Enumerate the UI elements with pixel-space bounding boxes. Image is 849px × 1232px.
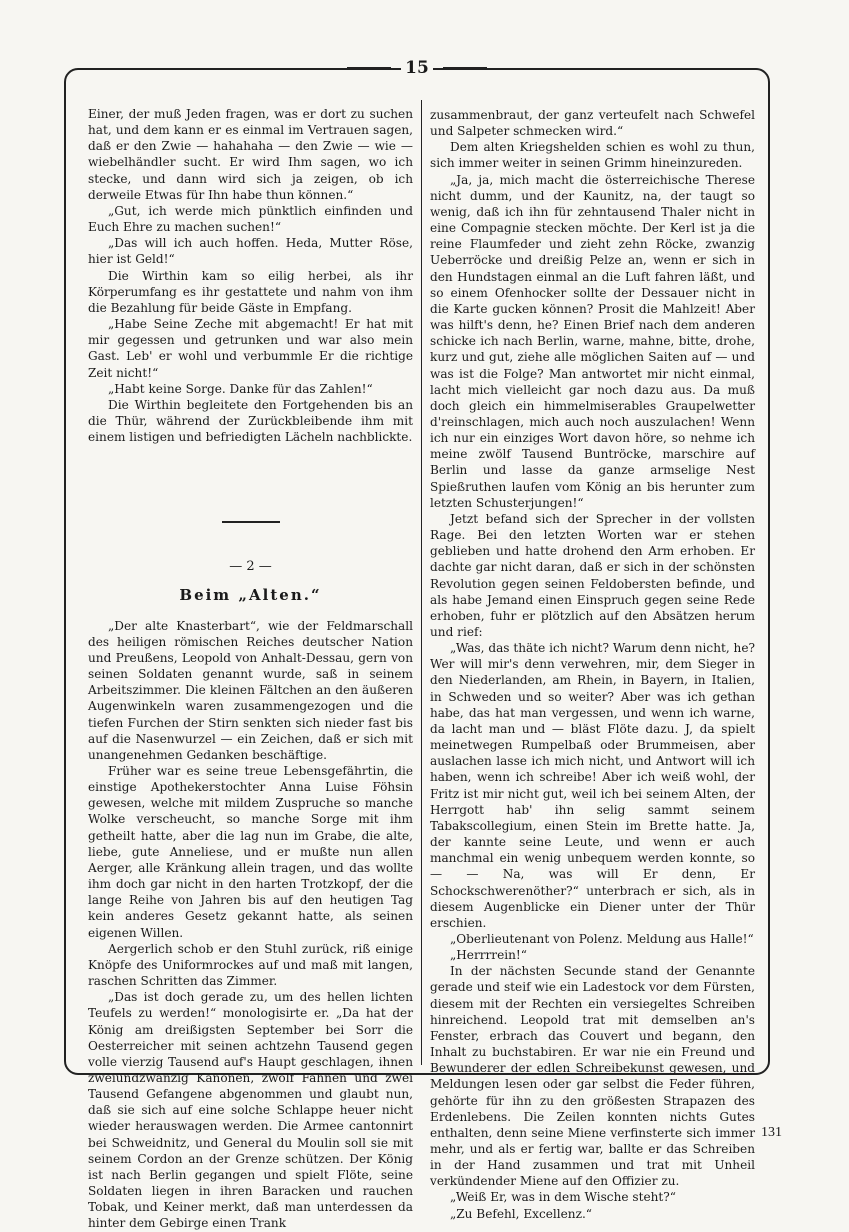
- paragraph: Die Wirthin kam so eilig herbei, als ihr Körperumfang es ihr gestattete und nahm von ihm die Bezahlung für beide Gäste in Empfang.: [88, 268, 413, 315]
- page-header: [66, 58, 768, 78]
- folio-number: 131: [761, 1125, 782, 1140]
- left-column: [88, 106, 413, 1232]
- chapter-number: — 2 —: [229, 559, 272, 575]
- paragraph: „Weiß Er, was in dem Wische steht?“: [450, 1190, 676, 1205]
- header-rule-right: [443, 67, 487, 69]
- paragraph: „Herrrrein!“: [450, 948, 527, 963]
- paragraph: „Was, das thäte ich nicht? Warum denn nicht, he? Wer will mir's denn verwehren, mir, dem Sieger in den Niederlanden, am Rhein, in Bayern, in Italien, in Schweden und so weiter? Aber was ich gethan habe, das hat man vergessen, und wenn ich warne, da lacht man und — bläst Flöte dazu. J, da spielt meinetwegen Rumpelbaß oder Brummeisen, aber auslachen lasse ich mich nicht, und Antwort will ich haben, wenn ich schreibe! Aber ich weiß wohl, der Fritz ist mir nicht gut, weil ich bei seinem Alten, der Herrgott hab' ihn selig sammt seinem Tabakscollegium, einen Stein im Brette hatte. Ja, der kannte seine Leute, und wenn er auch manchmal ein wenig unbequem werden konnte, so — — Na, was will Er denn, Er Schockschwerenöther?“ unterbrach er sich, als in diesem Augenblicke ein Diener unter der Thür erschien.: [430, 641, 755, 930]
- paragraph: „Gut, ich werde mich pünktlich einfinden und Euch Ehre zu machen suchen!“: [88, 203, 413, 235]
- chapter-separator: [222, 521, 280, 523]
- paragraph: Dem alten Kriegshelden schien es wohl zu thun, sich immer weiter in seinen Grimm hineinzureden.: [430, 140, 755, 171]
- paragraph: „Zu Befehl, Excellenz.“: [450, 1206, 592, 1221]
- paragraph: Früher war es seine treue Lebensgefährtin, die einstige Apothekerstochter Anna Luise Föhsin gewesen, welche mit mildem Zuspruche so manche Wolke verscheucht, so manche Sorge mit ihm getheilt hatte, aber die lag nun im Grabe, die alte, liebe, gute Anneliese, und er mußte nun allen Aerger, alle Kränkung allein tragen, und das wollte ihm doch gar nicht in den harten Trotzkopf, der die lange Reihe von Jahren bis auf den heutigen Tag kein anderes Gesetz gekannt hatte, als seinen eigenen Willen.: [88, 764, 413, 940]
- right-column: [430, 107, 755, 1222]
- paragraph: Jetzt befand sich der Sprecher in der vollsten Rage. Bei den letzten Worten war er stehen geblieben und hatte drohend den Arm erhoben. Er dachte gar nicht daran, daß er sich in der schönsten Revolution gegen seinen Feldobersten befinde, und als habe Jemand einen Einspruch gegen seine Rede erhoben, fuhr er plötzlich auf den Absätzen herum und rief:: [430, 511, 755, 639]
- paragraph: Die Wirthin begleitete den Fortgehenden bis an die Thür, während der Zurückbleibende ihm mit einem listigen und befriedigten Lächeln nachblickte.: [88, 397, 413, 445]
- paragraph: In der nächsten Secunde stand der Genannte gerade und steif wie ein Ladestock vor dem Fürsten, diesem mit der Rechten ein versiegeltes Schreiben hinreichend. Leopold trat mit demselben an's Fenster, erbrach das Couvert und begann, den Inhalt zu buchstabiren. Er war nie ein Freund und Bewunderer der edlen Schreibekunst gewesen, und Meldungen lesen oder gar selbst die Feder führen, gehörte für ihn zu den größesten Strapazen des Erdenlebens. Die Zeilen konnten nichts Gutes enthalten, denn seine Miene verfinsterte sich immer mehr, und als er fertig war, ballte er das Schreiben in der Hand zusammen und trat mit Unheil verkündender Miene auf den Offizier zu.: [430, 964, 755, 1189]
- paragraph: „Habt keine Sorge. Danke für das Zahlen!“: [108, 381, 373, 396]
- paragraph: „Das will ich auch hoffen. Heda, Mutter Röse, hier ist Geld!“: [88, 236, 413, 267]
- paragraph: „Ja, ja, mich macht die österreichische Therese nicht dumm, und der Kaunitz, na, der taugt so wenig, daß ich ihn für zehntausend Thaler nicht in eine Compagnie stecken möchte. Der Kerl ist ja die reine Flaumfeder und zieht zehn Röcke, zwanzig Ueberröcke und dreißig Pelze an, wenn er sich in den Hundstagen einmal an die Luft fahren läßt, und so einem Ofenhocker sollte der Dessauer nicht in die Karte gucken können? Prosit die Mahlzeit! Aber was hilft's denn, he? Einen Brief nach dem anderen schicke ich nach Berlin, warne, mahne, bitte, drohe, kurz und gut, ziehe alle möglichen Saiten auf — und was ist die Folge? Man antwortet mir nicht einmal, lacht mich vielleicht gar noch dazu aus. Da muß doch gleich ein himmelmiserables Graupelwetter d'reinschlagen, mich auch noch auszulachen! Wenn ich nur ein einziges Wort davon höre, so nehme ich meine zwölf Tausend Buntröcke, marschire auf Berlin und lasse da ganze armselige Nest Spießruthen laufen vom König an bis herunter zum letzten Schusterjungen!“: [430, 172, 755, 510]
- page-number: 15: [401, 58, 433, 78]
- chapter-title: Beim „Alten.“: [179, 586, 322, 605]
- paragraph: Einer, der muß Jeden fragen, was er dort zu suchen hat, und dem kann er es einmal im Vertrauen sagen, daß er den Zwie — hahahaha — den Zwie — wie — wiebelhändler sucht. Er wird Ihm sagen, wo ich stecke, und dann wird sich ja zeigen, ob ich derweile Etwas für Ihn habe thun können.“: [88, 107, 413, 202]
- paragraph: „Habe Seine Zeche mit abgemacht! Er hat mit mir gegessen und getrunken und war also mein Gast. Leb' er wohl und verbummle Er die richtige Zeit nicht!“: [88, 317, 413, 380]
- page-frame: [64, 58, 770, 1231]
- paragraph: „Der alte Knasterbart“, wie der Feldmarschall des heiligen römischen Reiches deutscher Nation und Preußens, Leopold von Anhalt-Dessau, gern von seinen Soldaten genannt wurde, saß in seinem Arbeitszimmer. Die kleinen Fältchen an den äußeren Augenwinkeln waren zusammengezogen und die tiefen Furchen der Stirn senkten sich nieder fast bis auf die Nasenwurzel — ein Zeichen, daß er sich mit unangenehmen Gedanken beschäftige.: [88, 618, 413, 762]
- header-rule-left: [347, 67, 391, 69]
- paragraph: Aergerlich schob er den Stuhl zurück, riß einige Knöpfe des Uniformrockes auf und maß mit langen, raschen Schritten das Zimmer.: [88, 941, 413, 989]
- paragraph: „Das ist doch gerade zu, um des hellen lichten Teufels zu werden!“ monologisirte er. „Da hat der König am dreißigsten September bei Sorr die Oesterreicher mit seinen achtzehn Tausend gegen volle vierzig Tausend auf's Haupt geschlagen, ihnen zweiundzwanzig Kanonen, zwölf Fahnen und zwei Tausend Gefangene abgenommen und glaubt nun, daß sie sich auf eine solche Schlappe heuer nicht wieder herauswagen werden. Die Armee cantonnirt bei Schweidnitz, und General du Moulin soll sie mit seinem Cordon an der Grenze schützen. Der König ist nach Berlin gegangen und spielt Flöte, seine Soldaten liegen in ihren Baracken und rauchen Tobak, und Keiner merkt, daß man unterdessen da hinter dem Gebirge einen Trank: [88, 990, 413, 1231]
- paragraph: „Oberlieutenant von Polenz. Meldung aus Halle!“: [450, 931, 754, 946]
- column-divider: [421, 100, 422, 1065]
- paragraph: zusammenbraut, der ganz verteufelt nach Schwefel und Salpeter schmecken wird.“: [430, 108, 755, 139]
